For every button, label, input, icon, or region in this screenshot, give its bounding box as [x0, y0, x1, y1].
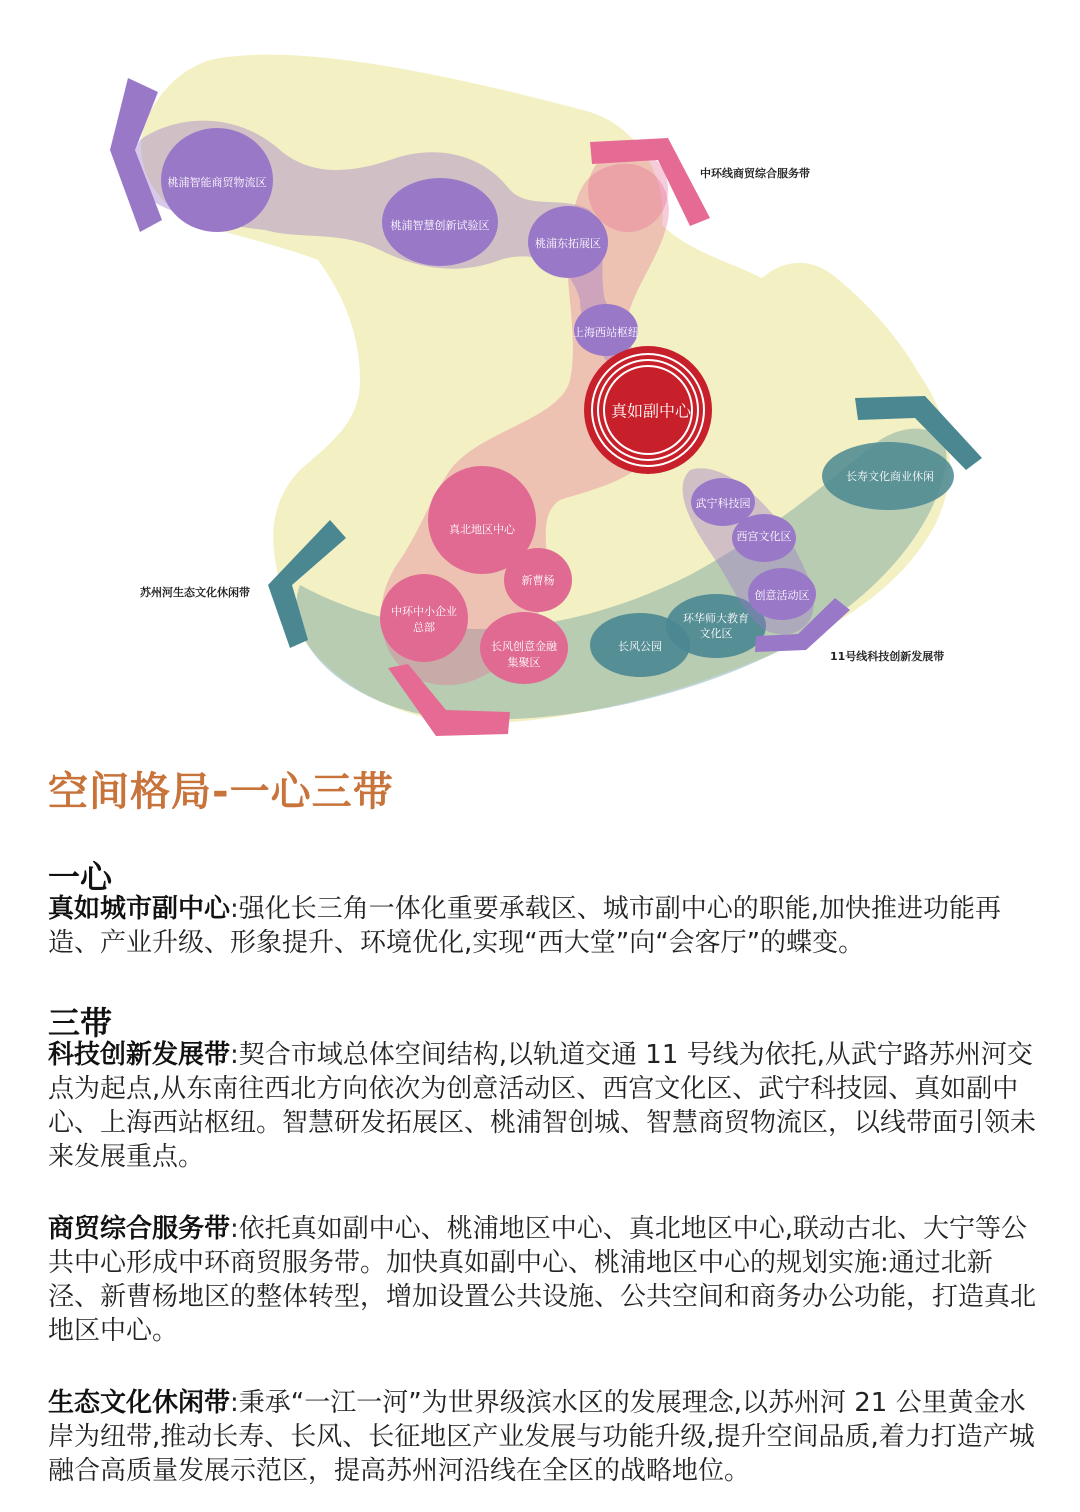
center-label: 真如副中心 [610, 401, 692, 421]
heading-one-center: 一心 [48, 858, 113, 896]
one-center-paragraph [48, 892, 1038, 960]
label-zhenbei: 真北地区中心 [449, 523, 515, 536]
term-tech-belt: 科技创新发展带 [48, 1040, 231, 1070]
label-sme-hq-line1: 中环中小企业 [391, 605, 457, 618]
term-one-center: 真如城市副中心 [48, 894, 231, 924]
page-title: 空间格局-一心三带 [48, 769, 394, 815]
text-one-center: :强化长三角一体化重要承载区、城市副中心的职能,加快推进功能再造、产业升级、形象提升、环境优化,实现“西大堂”向“会客厅”的蝶变。 [48, 894, 1002, 958]
label-changfeng-park: 长风公园 [618, 640, 662, 653]
label-taopu-east: 桃浦东拓展区 [535, 237, 601, 250]
label-ecnu-line1: 环华师大教育 [683, 612, 749, 625]
belt-label-commerce: 中环线商贸综合服务带 [700, 167, 810, 180]
zhenru-center-marker [584, 346, 712, 474]
label-logistics: 桃浦智能商贸物流区 [167, 176, 267, 189]
label-changshou: 长寿文化商业休闲 [846, 470, 934, 483]
belt-paragraph-tech [48, 1038, 1038, 1174]
spatial-structure-map [0, 0, 1080, 750]
label-changfeng-finance-line2: 集聚区 [507, 656, 541, 669]
text-tech-belt: :契合市域总体空间结构,以轨道交通 11 号线为依托,从武宁路苏州河交点为起点,从东南往西北方向依次为创意活动区、西宫文化区、武宁科技园、真如副中心、上海西站枢纽。智慧研发拓展区、桃浦智创城、智慧商贸物流区，以线带面引领未来发展重点。 [48, 1040, 1037, 1172]
text-commerce-belt: :依托真如副中心、桃浦地区中心、真北地区中心,联动古北、大宁等公共中心形成中环商贸服务带。加快真如副中心、桃浦地区中心的规划实施:通过北新泾、新曹杨地区的整体转型，增加设置公共设施、公共空间和商务办公功能，打造真北地区中心。 [48, 1214, 1037, 1346]
label-ecnu-line2: 文化区 [699, 627, 733, 640]
belt-label-tech: 11号线科技创新发展带 [830, 650, 945, 663]
label-sme-hq-line2: 总部 [413, 621, 435, 634]
label-xincaoyang: 新曹杨 [521, 574, 555, 587]
text-eco-belt: :秉承“一江一河”为世界级滨水区的发展理念,以苏州河 21 公里黄金水岸为纽带,推动长寿、长风、长征地区产业发展与功能升级,提升空间品质,着力打造产城融合高质量发展示范区，提高苏州河沿线在全区的战略地位。 [48, 1388, 1035, 1486]
label-wuning-tech: 武宁科技园 [695, 497, 751, 510]
term-commerce-belt: 商贸综合服务带 [48, 1214, 231, 1244]
label-changfeng-finance-line1: 长风创意金融 [491, 640, 557, 653]
belt-paragraph-eco [48, 1386, 1038, 1488]
label-innovation-lab: 桃浦智慧创新试验区 [390, 219, 490, 232]
zone-sme-hq [380, 574, 468, 662]
label-creative: 创意活动区 [754, 589, 810, 602]
heading-three-belts: 三带 [48, 1004, 113, 1042]
belt-label-eco: 苏州河生态文化休闲带 [140, 586, 250, 599]
label-xigong: 西宫文化区 [736, 530, 792, 543]
belt-paragraph-commerce [48, 1212, 1038, 1348]
label-west-station: 上海西站枢纽 [573, 326, 639, 339]
term-eco-belt: 生态文化休闲带 [48, 1388, 231, 1418]
